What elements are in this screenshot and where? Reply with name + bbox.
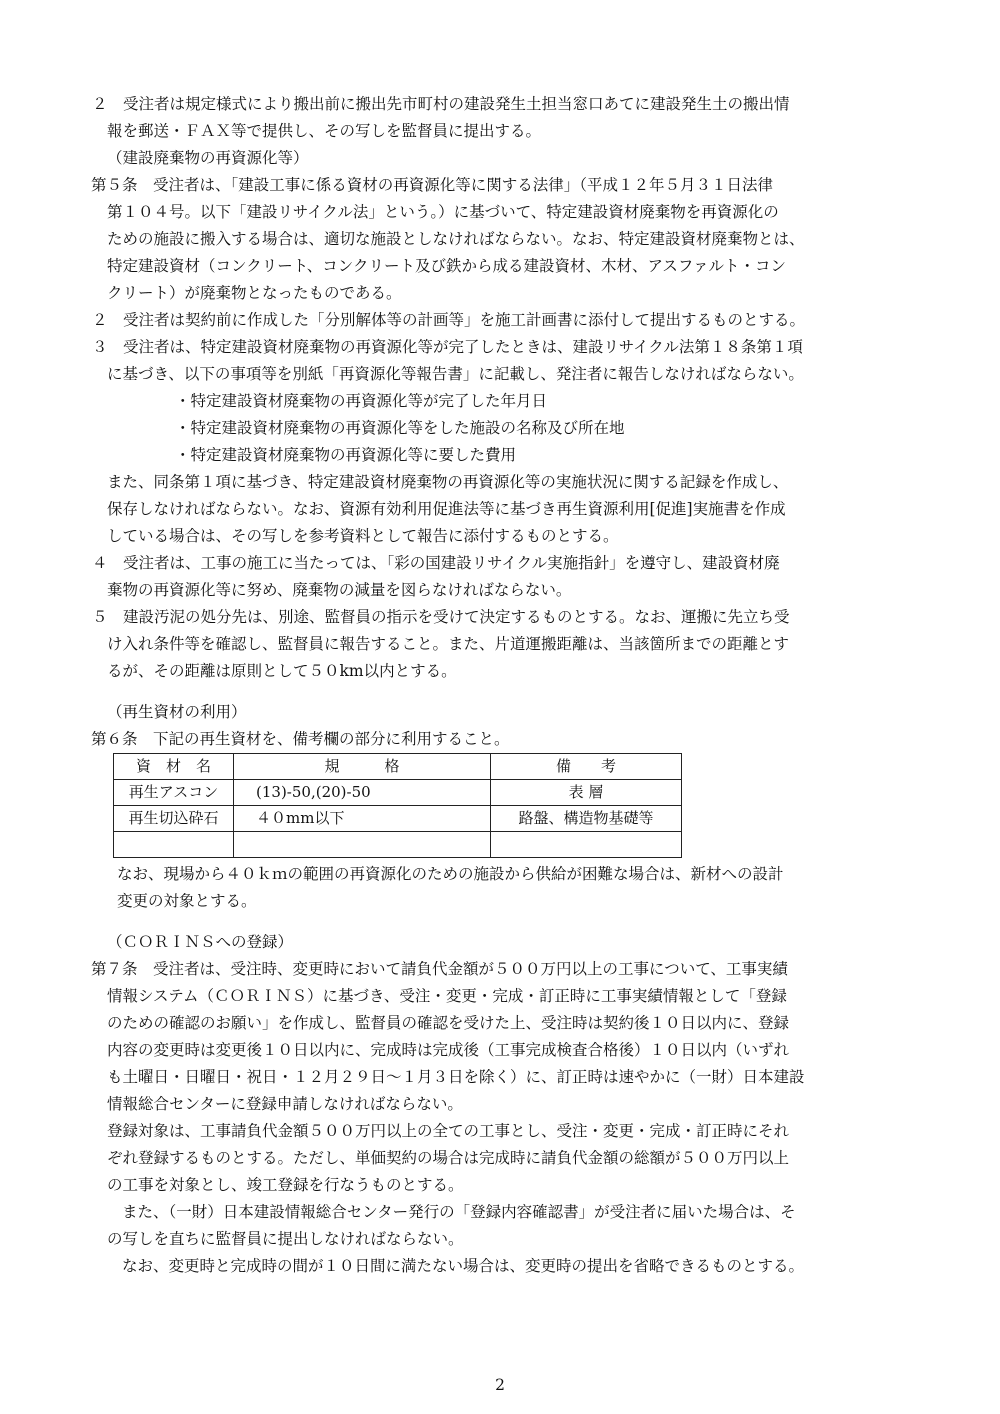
cell-spec: (13)-50,(20)-50 bbox=[234, 780, 491, 806]
table-row bbox=[114, 806, 682, 832]
text-line: ３ 受注者は、特定建設資材廃棄物の再資源化等が完了したときは、建設リサイクル法第１８条第１項 bbox=[92, 338, 803, 356]
recycled-materials-table bbox=[113, 753, 682, 858]
cell-remarks: 表 層 bbox=[491, 780, 682, 806]
text-line: 保存しなければならない。なお、資源有効利用促進法等に基づき再生資源利用[促進]実施書を作成 bbox=[107, 500, 786, 518]
text-line: に基づき、以下の事項等を別紙「再資源化等報告書」に記載し、発注者に報告しなければならない。 bbox=[107, 365, 804, 383]
cell-material bbox=[114, 832, 234, 858]
text-line: 第５条 受注者は、「建設工事に係る資材の再資源化等に関する法律」（平成１２年５月３１日法律 bbox=[91, 176, 774, 194]
text-line: クリート）が廃棄物となったものである。 bbox=[107, 284, 402, 302]
text-line: ４ 受注者は、工事の施工に当たっては、「彩の国建設リサイクル実施指針」を遵守し、建設資材廃 bbox=[92, 554, 780, 572]
text-line: （ＣＯＲＩＮＳへの登録） bbox=[107, 933, 294, 951]
header-material-name: 資 材 名 bbox=[114, 754, 234, 780]
text-line: の写しを直ちに監督員に提出しなければならない。 bbox=[107, 1230, 464, 1248]
text-line: るが、その距離は原則として５０km以内とする。 bbox=[107, 662, 457, 680]
header-specification: 規 格 bbox=[234, 754, 491, 780]
text-line: 情報システム（ＣＯＲＩＮＳ）に基づき、受注・変更・完成・訂正時に工事実績情報として「登録 bbox=[107, 987, 787, 1005]
text-line: 登録対象は、工事請負代金額５００万円以上の全ての工事とし、受注・変更・完成・訂正時にそれ bbox=[107, 1122, 790, 1140]
text-line: （再生資材の利用） bbox=[107, 703, 247, 721]
text-line: ２ 受注者は契約前に作成した「分別解体等の計画等」を施工計画書に添付して提出するものとする。 bbox=[92, 311, 806, 329]
cell-material: 再生アスコン bbox=[114, 780, 234, 806]
text-line: 内容の変更時は変更後１０日以内に、完成時は完成後（工事完成検査合格後）１０日以内（いずれ bbox=[107, 1041, 790, 1059]
text-line: また、同条第１項に基づき、特定建設資材廃棄物の再資源化等の実施状況に関する記録を作成し、 bbox=[107, 473, 789, 491]
text-line: ・特定建設資材廃棄物の再資源化等をした施設の名称及び所在地 bbox=[175, 419, 625, 437]
cell-remarks: 路盤、構造物基礎等 bbox=[491, 806, 682, 832]
text-line: 変更の対象とする。 bbox=[117, 892, 257, 910]
text-line: なお、現場から４０ｋｍの範囲の再資源化のための施設から供給が困難な場合は、新材への設計 bbox=[117, 865, 784, 883]
text-line: また、（一財）日本建設情報総合センター発行の「登録内容確認書」が受注者に届いた場合は、そ bbox=[122, 1203, 796, 1221]
table-row bbox=[114, 832, 682, 858]
page-number: 2 bbox=[495, 1376, 505, 1394]
text-line: している場合は、その写しを参考資料として報告に添付するものとする。 bbox=[107, 527, 619, 545]
text-line: のための確認のお願い」を作成し、監督員の確認を受けた上、受注時は契約後１０日以内に、登録 bbox=[107, 1014, 790, 1032]
text-line: 第７条 受注者は、受注時、変更時において請負代金額が５００万円以上の工事について、工事実績 bbox=[91, 960, 788, 978]
text-line: ５ 建設汚泥の処分先は、別途、監督員の指示を受けて決定するものとする。なお、運搬に先立ち受 bbox=[92, 608, 790, 626]
cell-remarks bbox=[491, 832, 682, 858]
text-line: 棄物の再資源化等に努め、廃棄物の減量を図らなければならない。 bbox=[107, 581, 572, 599]
text-line: け入れ条件等を確認し、監督員に報告すること。また、片道運搬距離は、当該箇所までの距離とす bbox=[107, 635, 790, 653]
text-line: の工事を対象とし、竣工登録を行なうものとする。 bbox=[107, 1176, 464, 1194]
text-line: なお、変更時と完成時の間が１０日間に満たない場合は、変更時の提出を省略できるものとする。 bbox=[122, 1257, 805, 1275]
text-line: 特定建設資材（コンクリート、コンクリート及び鉄から成る建設資材、木材、アスファルト・コン bbox=[107, 257, 787, 275]
text-line: 第６条 下記の再生資材を、備考欄の部分に利用すること。 bbox=[91, 730, 510, 748]
cell-spec bbox=[234, 832, 491, 858]
text-line: （建設廃棄物の再資源化等） bbox=[107, 149, 309, 167]
text-line: ２ 受注者は規定様式により搬出前に搬出先市町村の建設発生土担当窓口あてに建設発生土の搬出情 bbox=[92, 95, 790, 113]
text-line: も土曜日・日曜日・祝日・１２月２９日～１月３日を除く）に、訂正時は速やかに（一財）日本建設 bbox=[107, 1068, 805, 1086]
header-remarks: 備 考 bbox=[491, 754, 682, 780]
cell-spec: ４０mm以下 bbox=[234, 806, 491, 832]
text-line: ぞれ登録するものとする。ただし、単価契約の場合は完成時に請負代金額の総額が５００万円以上 bbox=[107, 1149, 790, 1167]
text-line: 第１０４号。以下「建設リサイクル法」という。）に基づいて、特定建設資材廃棄物を再資源化の bbox=[107, 203, 779, 221]
text-line: 情報総合センターに登録申請しなければならない。 bbox=[107, 1095, 463, 1113]
text-line: 報を郵送・ＦＡＸ等で提供し、その写しを監督員に提出する。 bbox=[107, 122, 542, 140]
table-header-row bbox=[114, 754, 682, 780]
text-line: ・特定建設資材廃棄物の再資源化等が完了した年月日 bbox=[175, 392, 548, 410]
text-line: ・特定建設資材廃棄物の再資源化等に要した費用 bbox=[175, 446, 517, 464]
cell-material: 再生切込砕石 bbox=[114, 806, 234, 832]
text-line: ための施設に搬入する場合は、適切な施設としなければならない。なお、特定建設資材廃棄物とは、 bbox=[107, 230, 805, 248]
table-row bbox=[114, 780, 682, 806]
